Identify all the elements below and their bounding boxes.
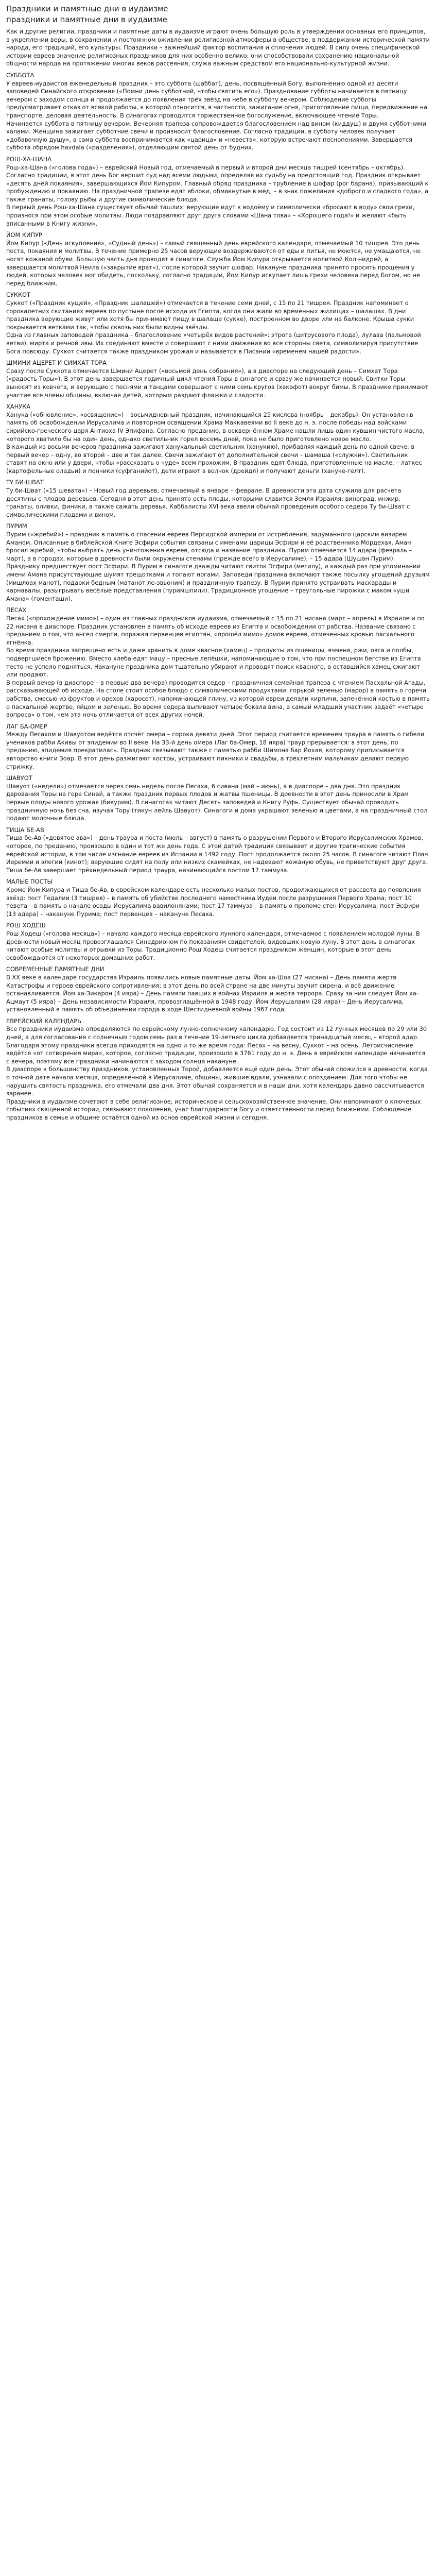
paragraph: В XX веке в календаре государства Израиль появились новые памятные даты. Йом ха-Шоа (27 нисана) – День памяти жертв Катастрофы и героев еврейского сопротивления; в этот день по всей стране на две минуты звучит сирена, и всё движение останавливается. Йом ха-Зикарон (4 ияра) – День памяти павших в войнах Израиля и жертв террора. Сразу за ним следует Йом ха-Ацмаут (5 ияра) – День независимости Израиля, провозглашённой в 1948 году. Йом Иерушалаим (28 ияра) – День Иерусалима, установленный в память об объединении города в ходе Шестидневной войны 1967 года. [6,973,418,1013]
paragraph: Между Песахом и Шавуотом ведётся отсчёт омера – сорока девяти дней. Этот период считается временем траура в память о гибели учеников рабби Акивы от эпидемии во II веке. На 33-й день омера (Лаг ба-Омер, 18 ияра) траур прерывается: в этот день, по преданию, эпидемия прекратилась. Праздник связывают также с памятью рабби Шимона бар Йохая, которому приписывается авторство книги Зоар. В этот день разжигают костры, устраивают пикники и свадьбы, а трёхлетним мальчикам делают первую стрижку. [6,731,425,770]
section-gap [6,399,430,403]
section-heading: ШАВУОТ [6,774,32,782]
paragraph: В каждый из восьми вечеров праздника зажигают ханукальный светильник (ханукию), прибавляя каждый день по одной свече: в первый вечер – одну, во второй – две и так далее. Свечи зажигают от дополнительной свечи – шамаша («служки»). Светильник ставят на окно или у двери, чтобы «рассказать о чуде» всем прохожим. В праздник едят блюда, приготовленные на масле, – латкес (картофельные оладьи) и пончики (суфганийот), дети играют в волчок (дрейдл) и получают деньги (хануке-гелт). [6,443,422,474]
section-heading: ЙОМ КИПУР [6,231,42,239]
paragraph: Как и другие религии, праздники и памятные даты в иудаизме играют очень большую роль в утверждении основных его принципов, в укреплении веры, в сохранении и постоянном оживлении религиозной атмосферы в обществе, в поддержании исторической памяти народа, его традиций, его культуры. Праздники – важнейший фактор воспитания и сплочения людей. В силу очень специфической истории евреев значение религиозных праздников для них особенно велико: они способствовали сохранению национальной общности народа на протяжении многих веков рассеяния, служа важным средством его национально-культурной жизни. [6,28,430,67]
paragraph: Ханука («обновление», «освящение») – восьмидневный праздник, начинающийся 25 кислева (ноябрь – декабрь). Он установлен в память об освобождении Иерусалима и повторном освящении Храма Маккавеями во II веке до н. э. после победы над войсками сирийско-греческого царя Антиоха IV Эпифана. Согласно преданию, в осквернённом Храме нашли лишь один кувшин чистого масла, которого хватило бы на один день, однако светильник горел восемь дней, пока не было приготовлено новое масло. [6,411,425,443]
paragraph: Одна из главных заповедей праздника – благословение «четырёх видов растений»: этрога (цитрусового плода), лулава (пальмовой ветви), мирта и речной ивы. Их соединяют вместе и совершают с ними движения во все стороны света, символизируя присутствие Бога повсюду. Суккот считается также праздником урожая и называется в Писании «временем нашей радости». [6,331,421,355]
paragraph: Рош-ха-Шана («голова года») – еврейский Новый год, отмечаемый в первый и второй дни месяца тишрей (сентябрь – октябрь). Согласно традиции, в этот день Бог вершит суд над всеми людьми, определяя их судьбу на предстоящий год. Праздник открывает «десять дней покаяния», завершающихся Йом Кипуром. Главный обряд праздника – трубление в шофар (рог барана), призывающий к пробуждению и покаянию. На праздничной трапезе едят яблоки, обмакнутые в мёд, – в знак пожелания «доброго и сладкого года», а также гранаты, голову рыбы и другие символические блюда. [6,163,429,203]
paragraph: Празднику предшествует пост Эсфири. В Пурим в синагоге дважды читают свиток Эсфири (мегилу), и каждый раз при упоминании имени Амана присутствующие шумят трещотками и топают ногами. Заповеди праздника включают также посылку угощений друзьям (мишлоах манот), подарки бедным (матанот ле-эвьоним) и праздничную трапезу. В Пурим принято устраивать маскарады и карнавалы, разыгрывать весёлые представления (пуримшпили). Традиционное угощение – треугольные пирожки с маком «уши Амана» (гоменташи). [6,563,430,602]
section-gap [6,962,430,965]
paragraph: Рош Ходеш («голова месяца») – начало каждого месяца еврейского лунного календаря, отмечаемое с появлением молодой луны. В древности новый месяц провозглашался Синедрионом по показаниям свидетелей, видевших новую луну. В этот день в синагогах читают особые молитвы и отрывки из Торы. Традиционно Рош Ходеш считается праздником женщин, которые в этот день освобождаются от некоторых домашних работ. [6,929,420,961]
section-heading: МАЛЫЕ ПОСТЫ [6,878,53,886]
section-heading: СУККОТ [6,291,30,299]
page-subtitle: праздники и памятные дни в иудаизме [6,15,168,24]
paragraph: В диаспоре к большинству праздников, установленных Торой, добавляется ещё один день. Этот обычай сложился в древности, когда о точной дате начала месяца, определённой в Иерусалиме, общины, жившие вдали, узнавали с опозданием. Для того чтобы не нарушить святость праздника, его отмечали два дня. Этот обычай сохраняется и в наши дни, хотя календарь давно рассчитывается заранее. [6,1065,428,1097]
section-gap [6,719,430,723]
section-gap [6,918,430,922]
section-heading: РОШ ХОДЕШ [6,922,46,929]
section-gap [6,874,430,878]
paragraph: Тиша бе-Ав («девятое ава») – день траура и поста (июль – август) в память о разрушении Первого и Второго Иерусалимских Храмов, которое, по преданию, произошло в один и тот же день года. С этой датой традиция связывает и другие трагические события еврейской истории, в том числе изгнание евреев из Испании в 1492 году. Пост продолжается около 25 часов. В синагоге читают Плач Иеремии и элегии (кинот); верующие сидят на полу или низких скамейках, не надевают кожаную обувь, не приветствуют друг друга. Тиша бе-Ав завершает трёхнедельный период траура, начинающийся постом 17 таммуза. [6,834,428,874]
paragraph: Во время праздника запрещено есть и даже хранить в доме квасное (хамец) – продукты из пшеницы, ячменя, ржи, овса и полбы, подвергшиеся брожению. Вместо хлеба едят мацу – пресные лепёшки, напоминающие о том, что при поспешном бегстве из Египта тесто не успело подняться. Накануне праздника дом тщательно убирают и проводят поиск квасного, а оставшийся хамец сжигают или продают. [6,647,421,679]
section-gap [6,287,430,291]
paragraph: Пурим («жребий») – праздник в память о спасении евреев Персидской империи от истребления, задуманного царским визирем Аманом. Описанные в библейской Книге Эсфири события связаны с именами царицы Эсфири и её родственника Мордехая. Аман бросил жребий, чтобы выбрать день уничтожения евреев, отсюда и название праздника. Пурим отмечается 14 адара (февраль – март), а в городах, которые в древности были окружены стенами (прежде всего в Иерусалиме), – 15 адара (Шушан Пурим). [6,531,412,562]
article [0,0,436,1127]
section-gap [6,228,430,231]
section-heading: СУББОТА [6,71,34,79]
section-gap [6,603,430,606]
section-gap [6,771,430,774]
section-heading: РОШ-ХА-ШАНА [6,155,52,163]
article-body [6,28,430,1122]
paragraph: Йом Кипур («День искупления», «Судный день») – самый священный день еврейского календаря, отмечаемый 10 тишрея. Это день поста, покаяния и молитвы. В течение примерно 25 часов верующие воздерживаются от еды и питья, не моются, не умащаются, не носят кожаной обуви. Большую часть дня проводят в синагоге. Служба Йом Кипура открывается молитвой Кол нидрей, а завершается молитвой Неила («закрытие врат»), после которой звучит шофар. Накануне праздника принято просить прощения у людей, которых человек мог обидеть, поскольку, согласно традиции, Йом Кипур искупает лишь грехи человека перед Богом, но не перед ближним. [6,239,421,287]
paragraph: Суккот («Праздник кущей», «Праздник шалашей») отмечается в течение семи дней, с 15 по 21 тишрея. Праздник напоминает о сорокалетних скитаниях евреев по пустыне после исхода из Египта, когда они жили во временных жилищах – шалашах. В дни праздника верующие живут или хотя бы принимают пищу в шалаше (сукке), построенном во дворе или на балконе. Крыша сукки покрывается ветками так, чтобы сквозь них были видны звёзды. [6,299,414,331]
paragraph: Песах («прохождение мимо») – один из главных праздников иудаизма, отмечаемый с 15 по 21 нисана (март – апрель) в Израиле и по 22 нисана в диаспоре. Праздник установлен в память об исходе евреев из Египта и освобождении от рабства. Название связано с преданием о том, что ангел смерти, поражая первенцев египтян, «прошёл мимо» домов евреев, отмеченных кровью пасхального ягнёнка. [6,614,425,646]
section-heading: ПУРИМ [6,522,27,530]
section-heading: ТИША БЕ-АВ [6,826,44,834]
section-heading: ПЕСАХ [6,606,27,614]
page-title: Праздники и памятные дни в иудаизме [6,4,168,13]
section-gap [6,823,430,826]
section-gap [6,475,430,479]
section-heading: ЛАГ БА-ОМЕР [6,722,47,730]
section-heading: ТУ БИ-ШВАТ [6,479,44,486]
paragraph: Все праздники иудаизма определяются по еврейскому лунно-солнечному календарю. Год состоит из 12 лунных месяцев по 29 или 30 дней, а для согласования с солнечным годом семь раз в течение 19-летнего цикла добавляется тринадцатый месяц – второй адар. Благодаря этому праздники всегда приходятся на одно и то же время года: Песах – на весну, Суккот – на осень. Летоисчисление ведётся «от сотворения мира», которое, согласно традиции, произошло в 3761 году до н. э. День в еврейском календаре начинается с вечера, поэтому все праздники начинаются с заходом солнца накануне. [6,1025,427,1065]
section-heading: ЕВРЕЙСКИЙ КАЛЕНДАРЬ [6,1017,81,1025]
paragraph: Праздники в иудаизме сочетают в себе религиозное, историческое и сельскохозяйственное значение. Они напоминают о ключевых событиях священной истории, связывают поколения, учат благодарности Богу и ответственности перед ближними. Соблюдение праздников в семье и общине остаётся одной из основ еврейской жизни и сегодня. [6,1097,421,1121]
section-gap [6,152,430,156]
paragraph: Шавуот («недели») отмечается через семь недель после Песаха, 6 сивана (май – июнь), а в диаспоре – два дня. Это праздник дарования Торы на горе Синай, а также праздник первых плодов и жатвы пшеницы. В древности в этот день приносили в Храм первые плоды нового урожая (бикурим). В синагогах читают Десять заповедей и Книгу Руфь. Существует обычай проводить праздничную ночь без сна, изучая Тору (тикун лейль Шавуот). Синагоги и дома украшают зеленью и цветами, а на праздничный стол подают молочные блюда. [6,782,428,822]
paragraph: Начинается суббота в пятницу вечером. Вечерняя трапеза сопровождается благословением над вином (киддуш) и двумя субботними халами. Женщина зажигает субботние свечи и произносит благословение. Согласно традиции, в субботу человек получает «добавочную душу», а сама суббота воспринимается как «царица» и «невеста», которую встречают песнопениями. Завершается суббота обрядом havdala («разделения»), отделяющим святой день от будних. [6,120,426,151]
section-heading: СОВРЕМЕННЫЕ ПАМЯТНЫЕ ДНИ [6,965,104,973]
section-gap [6,68,430,72]
paragraph: Кроме Йом Кипура и Тиша бе-Ав, в еврейском календаре есть несколько малых постов, продолжающихся от рассвета до появления звёзд: пост Гедалии (3 тишрея) – в память об убийстве последнего наместника Иудеи после разрушения Первого Храма; пост 10 тевета – в память о начале осады Иерусалима вавилонянами; пост 17 таммуза – в память о проломе стен Иерусалима; пост Эсфири (13 адара) – накануне Пурима; пост первенцев – накануне Песаха. [6,886,421,918]
section-gap [6,355,430,359]
section-gap [6,1014,430,1018]
paragraph: Сразу после Суккота отмечается Шмини Ацерет («восьмой день собрания»), а в диаспоре на следующий день – Симхат Тора («радость Торы»). В этот день завершается годичный цикл чтения Торы в синагоге и сразу же начинается новый. Свитки Торы выносят из ковчега, и верующие с песнями и танцами совершают с ними семь кругов (хакафот) вокруг бимы. В празднике принимают участие все члены общины, включая детей, которым раздают флажки и сладости. [6,367,429,399]
section-heading: ШМИНИ АЦЕРЕТ И СИМХАТ ТОРА [6,359,107,367]
paragraph: У евреев-иудаистов еженедельный праздник – это суббота (шаббат), день, посвящённый Богу, выполнению одной из десяти заповедей Синайского откровения («Помни день субботний, чтобы святить его»). Празднование субботы начинается в пятницу вечером с заходом солнца и продолжается до появления трёх звёзд на небе в субботу вечером. Соблюдение субботы предусматривает отказ от всякой работы, к которой относится, в частности, зажигание огня, приготовление пищи, передвижение на транспорте, деловая деятельность. В синагогах проводится торжественное богослужение, включающее чтение Торы. [6,79,428,119]
paragraph: В первый вечер (в диаспоре – в первые два вечера) проводится седер – праздничная семейная трапеза с чтением Пасхальной Агады, рассказывающей об исходе. На столе стоит особое блюдо с символическими продуктами: горькой зеленью (марор) в память о горечи рабства, смесью из фруктов и орехов (харосет), напоминающей глину, из которой евреи делали кирпичи, запечённой костью в память о пасхальной жертве, яйцом и зеленью. Во время седера выпивают четыре бокала вина, а самый младший участник задаёт «четыре вопроса» о том, чем эта ночь отличается от всех других ночей. [6,679,430,719]
section-heading: ХАНУКА [6,403,30,411]
paragraph: В первый день Рош-ха-Шана существует обычай ташлих: верующие идут к водоёму и символически «бросают в воду» свои грехи, произнося при этом особые молитвы. Люди поздравляют друг друга словами «Шана това» – «Хорошего года!» и желают «быть вписанными в Книгу жизни». [6,204,415,227]
paragraph: Ту би-Шват («15 шевата») – Новый год деревьев, отмечаемый в январе – феврале. В древности эта дата служила для расчёта десятины с плодов деревьев. Сегодня в этот день принято есть плоды, которыми славится Земля Израиля: виноград, инжир, гранаты, оливки, финики, а также сажать деревья. Каббалисты XVI века ввели обычай проведения особого седера Ту би-Шват с символическими плодами и вином. [6,487,410,518]
section-gap [6,519,430,522]
